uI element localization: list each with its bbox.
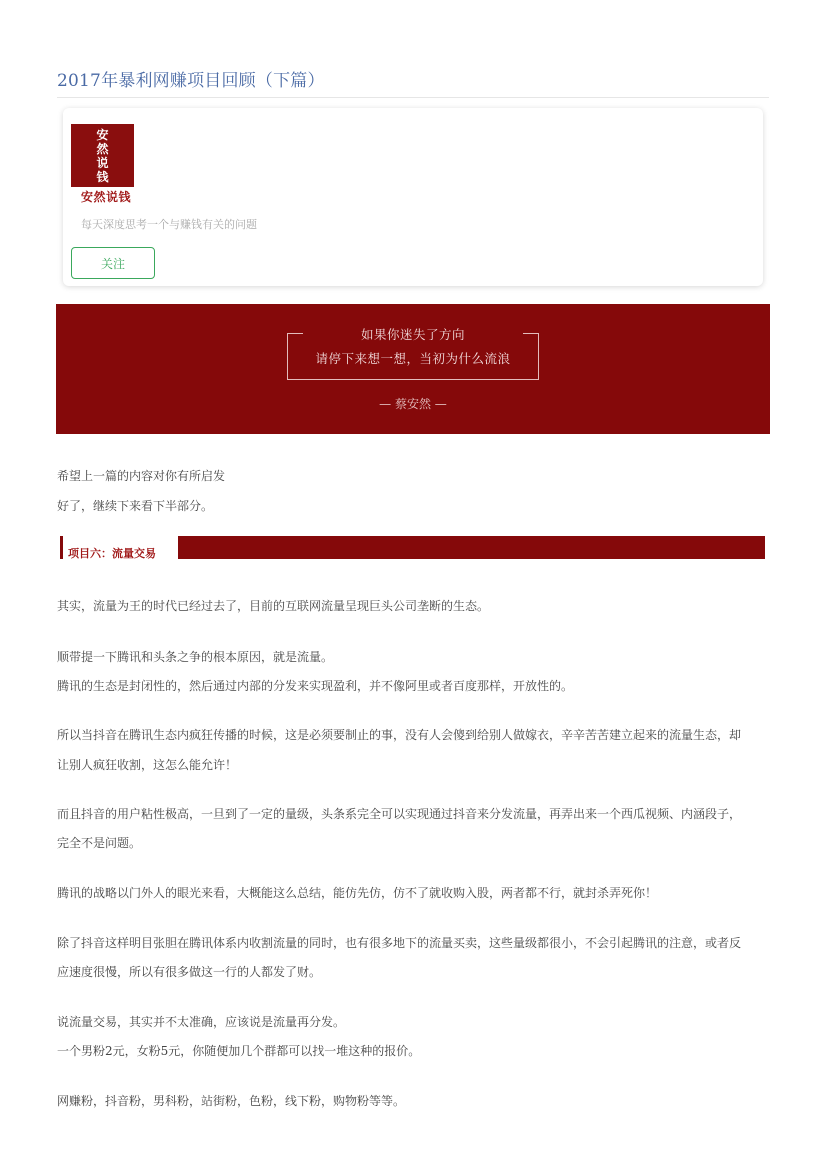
body-paragraph: 说流量交易，其实并不太准确，应该说是流量再分发。: [57, 1015, 346, 1029]
section-header: [60, 536, 765, 559]
follow-button[interactable]: 关注: [71, 247, 155, 279]
logo-char: 说: [96, 155, 109, 170]
body-paragraph: 除了抖音这样明目张胆在腾讯体系内收割流量的同时，也有很多地下的流量买卖，这些量级都很小，不会引起腾讯的注意，或者反: [57, 936, 742, 950]
quote-banner: [56, 304, 770, 434]
body-paragraph: 所以当抖音在腾讯生态内疯狂传播的时候，这是必须要制止的事，没有人会傻到给别人做嫁衣，辛辛苦苦建立起来的流量生态，却: [57, 728, 742, 742]
logo-char: 钱: [96, 169, 109, 184]
quote-author: — 蔡安然 —: [379, 397, 447, 411]
body-paragraph: 网赚粉，抖音粉，男科粉，站街粉，色粉，线下粉，购物粉等等。: [57, 1094, 406, 1108]
body-paragraph: 而且抖音的用户粘性极高，一旦到了一定的量级，头条系完全可以实现通过抖音来分发流量，再弄出来一个西瓜视频、内涵段子，: [57, 807, 742, 821]
section-heading: 项目六：流量交易: [68, 547, 156, 560]
account-logo[interactable]: [71, 124, 134, 187]
body-paragraph: 顺带提一下腾讯和头条之争的根本原因，就是流量。: [57, 650, 334, 664]
title-divider: [57, 97, 769, 98]
body-paragraph: 让别人疯狂收割，这怎么能允许！: [57, 758, 238, 772]
quote-line-2: 请停下来想一想，当初为什么流浪: [315, 351, 511, 366]
body-paragraph: 完全不是问题。: [57, 836, 142, 850]
body-paragraph: 一个男粉2元，女粉5元，你随便加几个群都可以找一堆这种的报价。: [57, 1044, 421, 1058]
quote-line-1: 如果你迷失了方向: [360, 327, 465, 342]
body-paragraph: 腾讯的生态是封闭性的，然后通过内部的分发来实现盈利，并不像阿里或者百度那样，开放性的。: [57, 679, 574, 693]
body-paragraph: 腾讯的战略以门外人的眼光来看，大概能这么总结，能仿先仿，仿不了就收购入股，两者都不行，就封杀弄死你！: [57, 886, 658, 900]
section-accent-bar: [60, 536, 63, 559]
account-name[interactable]: 安然说钱: [81, 190, 132, 204]
article-title: 2017年暴利网赚项目回顾（下篇）: [57, 71, 325, 91]
logo-char: 安: [96, 127, 109, 142]
account-description: 每天深度思考一个与赚钱有关的问题: [81, 218, 257, 231]
body-paragraph: 应速度很慢，所以有很多做这一行的人都发了财。: [57, 965, 322, 979]
logo-char: 然: [96, 141, 109, 156]
section-banner-fill: [178, 536, 765, 559]
body-paragraph: 其实，流量为王的时代已经过去了，目前的互联网流量呈现巨头公司垄断的生态。: [57, 599, 490, 613]
intro-text: 希望上一篇的内容对你有所启发: [57, 469, 226, 483]
profile-card: [63, 108, 763, 286]
intro-text: 好了，继续下来看下半部分。: [57, 499, 214, 513]
